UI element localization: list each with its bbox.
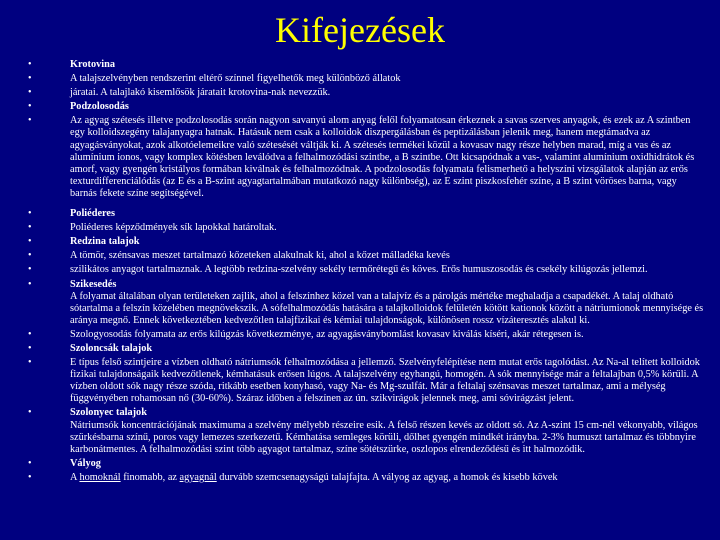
list-item: • Podzolosodás	[28, 101, 704, 113]
list-item: • A tömör, szénsavas meszet tartalmazó kőzeteken alakulnak ki, ahol a kőzet málladéka kevés	[28, 250, 704, 262]
list-item: • szilikátos anyagot tartalmaznak. A legtöbb redzina-szelvény sekély termőrétegű és köves. Erős humuszosodás és csekély kilúgozás jellemzi.	[28, 264, 704, 276]
list-item: • Szolonyec talajok Nátriumsók koncentrációjának maximuma a szelvény mélyebb részeire esik. A felső részen kevés az oldott só. Az A-szint 15 cm-nél vékonyabb, világos szürkésbarna színű, poros vagy lemezes szerkezetű. Kémhatása semleges körüli, dőlhet gyengén mindkét irányba. 2-3% humuszt tartalmaz és többnyire karbonátmentes. A felhalmozódási szint több agyagot tartalmaz, színe sötétszürke, oszlopos elrendeződésű és itt halmozódik.	[28, 407, 704, 455]
list-item: • járatai. A talajlakó kisemlősök járatait krotovina-nak nevezzük.	[28, 87, 704, 99]
list-item: • Szoloncsák talajok	[28, 343, 704, 355]
list-item: • Szologyosodás folyamata az erős kilúgzás következménye, az agyagásványbomlást kovasav kiválás kíséri, akár rétegesen is.	[28, 329, 704, 341]
slide-title: Kifejezések	[275, 10, 445, 50]
list-item: • Szikesedés A folyamat általában olyan területeken zajlik, ahol a felszínhez közel van a talajvíz és a párolgás mértéke meghaladja a csapadékét. A talaj oldható sótartalma a felszín közelében megnövekszik. A sófelhalmozódás hatására a talajkolloidok felületén kötött kationok között a nátriumionok mennyisége és aránya megnő. Ennek következtében kedvezőtlen talajfizikai és kémiai tulajdonságok, különösen rossz vízáteresztés alakul ki.	[28, 279, 704, 327]
list-item: • Redzina talajok	[28, 236, 704, 248]
list-item: • Krotovina	[28, 59, 704, 71]
list-item: • A homoknál finomabb, az agyagnál durvább szemcsenagyságú talajfajta. A vályog az agyag, a homok és kisebb kövek	[28, 472, 704, 484]
list-item: • Poliéderes	[28, 208, 704, 220]
list-item: • Az agyag szétesés illetve podzolosodás során nagyon savanyú alom anyag felől folyamatosan érkeznek a savas szerves anyagok, és ezek az A szintben egy kolloidszegény talajanyagra hatnak. Hatásuk nem csak a kolloidok diszpergálásban és peptizálásban jelenik meg, hanem megtámadva az agyagásványokat, azok alkotóelemeikre való szétesését váltják ki. A szétesés termékei közül a kovasav nagy része helyben marad, míg a vas és az alumínium ionos, vagy komplex kötésben leválódva a felhalmozódási szintbe, a B szintbe. Ott kicsapódnak a vas-, valamint alumínium oxidhidrátok és amorf, vagy gyengén kristályos formában kiválnak és felhalmozódnak. A podzolosodás folyamata felismerhető a helyszíni vizsgálatok alapján az erős texturdifferenciálódás (az E és a B-szint agyagtartalmában mutatkozó nagy különbség), az E szint piszkosfehér színe, a B szint vöröses barna, vagy barnás fekete színe segítségével.	[28, 115, 704, 200]
definition-list	[28, 59, 704, 486]
list-item: • E típus felső szintjeire a vízben oldható nátriumsók felhalmozódása a jellemző. Szelvényfelépítése nem mutat erős tagolódást. Az Na-al telített kolloidok fizikai tulajdonságaik kedvezőtlenek, kémhatásuk erősen lúgos. A talajszelvény egyhangú, homogén. A sók mennyisége már a feltalajban 0,5% körüli. A vízben oldott sók nagy része szóda, ritkább esetben konyhasó, vagy Na- és Mg-szulfát. Már a feltalaj szénsavas meszet tartalmaz, ami a mélység függvényében rohamosan nő (30-60%). Száraz időben a felszínen az ún. szikvirágok jelennek meg, ami sóvirágzást jelent.	[28, 357, 704, 405]
list-item: • Vályog	[28, 458, 704, 470]
list-item: • Poliéderes képződmények sík lapokkal határoltak.	[28, 222, 704, 234]
homok-link[interactable]: homoknál	[79, 471, 121, 483]
agyag-link[interactable]: agyagnál	[179, 471, 217, 483]
list-item: • A talajszelvényben rendszerint eltérő színnel figyelhetők meg különböző állatok	[28, 73, 704, 85]
